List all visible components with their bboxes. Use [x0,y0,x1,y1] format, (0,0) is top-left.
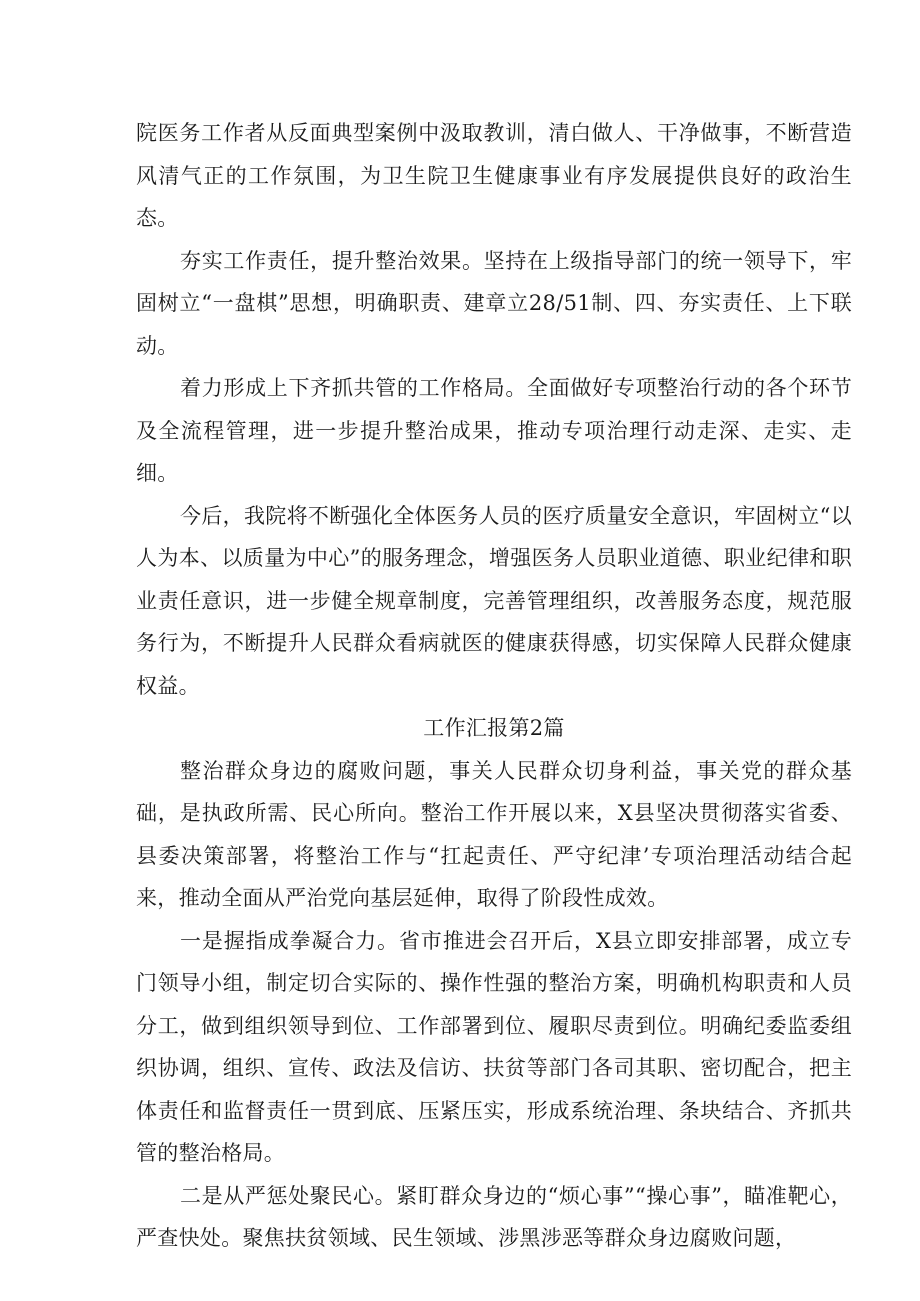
section-title: 工作汇报第2篇 [423,716,565,740]
paragraph-1: 院医务工作者从反面典型案例中汲取教训，清白做人、干净做事，不断营造风清气正的工作氛围，为卫生院卫生健康事业有序发展提供良好的政治生态。 [136,121,852,230]
paragraph-6: 一是握指成拳凝合力。省市推进会召开后，X县立即安排部署，成立专门领导小组，制定切合实际的、操作性强的整治方案，明确机构职责和人员分工，做到组织领导到位、工作部署到位、履职尽责到位。明确纪委监委组织协调，组织、宣传、政法及信访、扶贫等部门各司其职、密切配合，把主体责任和监督责任一贯到底、压紧压实，形成系统治理、条块结合、齐抓共管的整治格局。 [136,928,852,1165]
paragraph-2: 夯实工作责任，提升整治效果。坚持在上级指导部门的统一领导下，牢固树立“一盘棋”思想，明确职责、建章立28/51制、四、夯实责任、上下联动。 [136,248,852,358]
paragraph-5: 整治群众身边的腐败问题，事关人民群众切身利益，事关党的群众基础，是执政所需、民心所向。整治工作开展以来，X县坚决贯彻落实省委、县委决策部署，将整治工作与“扛起责任、严守纪津’专项治理活动结合起来，推动全面从严治党向基层延伸，取得了阶段性成效。 [136,758,852,910]
paragraph-3: 着力形成上下齐抓共管的工作格局。全面做好专项整治行动的各个环节及全流程管理，进一步提升整治成果，推动专项治理行动走深、走实、走细。 [136,376,852,485]
paragraph-7: 二是从严惩处聚民心。紧盯群众身边的“烦心事”“操心事”，瞄准靶心，严查快处。聚焦扶贫领域、民生领域、涉黑涉恶等群众身边腐败问题， [136,1183,852,1250]
paragraph-4: 今后，我院将不断强化全体医务人员的医疗质量安全意识，牢固树立“以人为本、以质量为中心”的服务理念，增强医务人员职业道德、职业纪律和职业责任意识，进一步健全规章制度，完善管理组织，改善服务态度，规范服务行为，不断提升人民群众看病就医的健康获得感，切实保障人民群众健康权益。 [136,503,852,698]
document-page [136,112,852,1260]
